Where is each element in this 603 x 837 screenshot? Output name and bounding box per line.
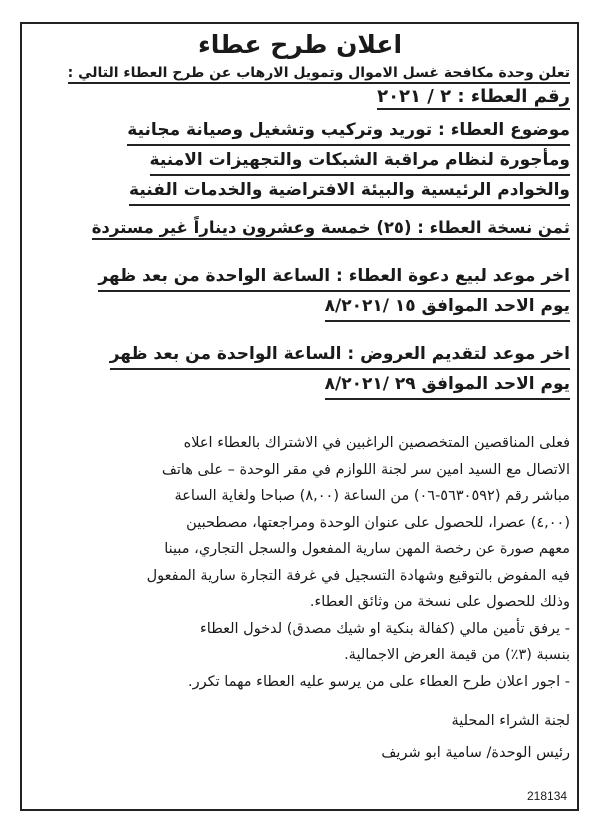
deadline-line: يوم الاحد الموافق ١٥ /٨/٢٠٢١	[325, 292, 570, 322]
ad-title: اعلان طرح عطاء	[197, 30, 403, 59]
subject-line: موضوع العطاء : توريد وتركيب وتشغيل وصيانة مجانية	[127, 116, 570, 146]
deadline-line: اخر موعد لتقديم العروض : الساعة الواحدة من بعد ظهر	[110, 340, 570, 370]
body-line: وذلك للحصول على نسخة من وثائق العطاء.	[309, 594, 570, 610]
submission-deadline	[30, 340, 570, 400]
condition-line: بنسبة (٣٪) من قيمة العرض الاجمالية.	[344, 647, 570, 663]
body-line: فعلى المناقصين المتخصصين الراغبين في الاشتراك بالعطاء اعلاه	[183, 435, 570, 451]
ad-intro: تعلن وحدة مكافحة غسل الاموال وتمويل الارهاب عن طرح العطاء التالي :	[30, 65, 570, 84]
subject-line: ومأجورة لنظام مراقبة الشبكات والتجهيزات الامنية	[150, 146, 570, 176]
tender-subject	[30, 116, 570, 206]
deadline-line: اخر موعد لبيع دعوة العطاء : الساعة الواحدة من بعد ظهر	[98, 262, 570, 292]
signatory-name: رئيس الوحدة/ سامية ابو شريف	[381, 745, 570, 761]
subject-line: والخوادم الرئيسية والبيئة الافتراضية والخدمات الفنية	[129, 176, 570, 206]
conditions-list	[30, 616, 570, 696]
body-line: (٤,٠٠) عصرا، للحصول على عنوان الوحدة ومراجعتها، مصطحبين	[186, 514, 570, 531]
body-line: معهم صورة عن رخصة المهن سارية المفعول والسجل التجاري، مبينا	[164, 541, 570, 557]
instructions-paragraph	[30, 430, 570, 616]
body-line: فيه المفوض بالتوقيع وشهادة التسجيل في غرفة التجارة سارية المفعول	[146, 567, 570, 584]
tender-number: رقم العطاء : ٢ / ٢٠٢١	[30, 86, 570, 110]
signature-block	[30, 705, 570, 769]
tender-announcement	[30, 28, 570, 769]
deadline-line: يوم الاحد الموافق ٢٩ /٨/٢٠٢١	[325, 370, 570, 400]
body-line: الاتصال مع السيد امين سر لجنة اللوازم في مقر الوحدة – على هاتف	[161, 461, 570, 478]
reference-number: 218134	[527, 789, 568, 803]
body-line: مباشر رقم (٥٦٣٠٥٩٢-٠٦) من الساعة (٨,٠٠) صباحا ولغاية الساعة	[174, 488, 570, 504]
condition-line: - اجور اعلان طرح العطاء على من يرسو عليه العطاء مهما تكرر.	[188, 673, 570, 690]
sale-deadline	[30, 262, 570, 322]
condition-line: - يرفق تأمين مالي (كفالة بنكية او شيك مصدق) لدخول العطاء	[199, 620, 570, 637]
document-price: ثمن نسخة العطاء : (٢٥) خمسة وعشرون ديناراً غير مستردة	[30, 218, 570, 240]
committee-name: لجنة الشراء المحلية	[451, 713, 570, 729]
